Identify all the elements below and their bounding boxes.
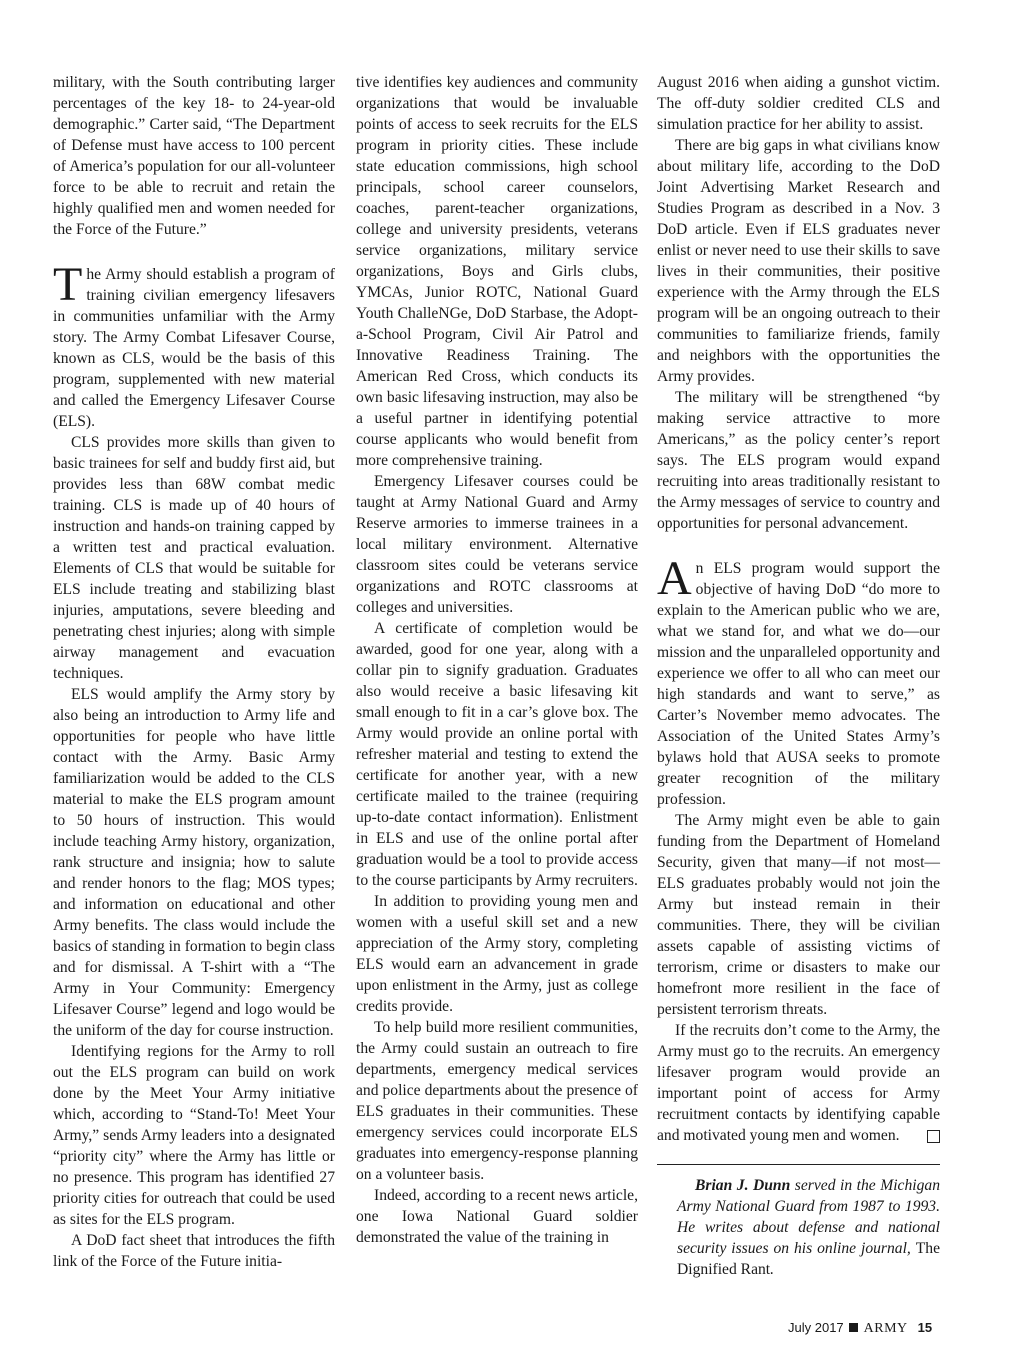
drop-cap: A [657, 552, 692, 605]
section-start-paragraph [657, 552, 940, 810]
bio-text: served in the Michigan Army National Guard from 1987 to 1993. He writes about defense and national security issues on his online journal, [677, 1177, 940, 1257]
paragraph: There are big gaps in what civilians know about military life, according to the DoD Joint Advertising Market Research and Studies Program as described in a Nov. 3 DoD article. Even if ELS graduates never enlist or never need to use their skills to save lives in their communities, their positive experience with the Army through the ELS program will be an ongoing outreach to their communities to familiarize friends, family and neighbors with the opportunities the Army provides. [657, 137, 940, 385]
author-name: Brian J. Dunn [695, 1177, 791, 1194]
article-column-1 [53, 72, 335, 1272]
page-footer [788, 1320, 932, 1337]
paragraph: In addition to providing young men and women with a useful skill set and a new appreciation of the Army story, completing ELS would earn an advancement in grade upon enlistment in the Army, just as college credits provide. [356, 893, 638, 1015]
bio-divider [657, 1164, 940, 1165]
paragraph: August 2016 when aiding a gunshot victim. The off-duty soldier credited CLS and simulation practice for her ability to assist. [657, 74, 940, 133]
paragraph-text: If the recruits don’t come to the Army, the Army must go to the recruits. An emergency lifesaver program would provide an important point of access for Army recruitment contacts by identifying capable and motivated young men and women. [657, 1022, 940, 1144]
journal-name: The Dignified Rant [677, 1240, 940, 1278]
paragraph [657, 1020, 940, 1146]
paragraph: Emergency Lifesaver courses could be taught at Army National Guard and Army Reserve armories to immerse trainees in a local military environment. Alternative classroom sites could be veterans service organizations and ROTC classrooms at colleges and universities. [356, 473, 638, 616]
page-number: 15 [917, 1320, 933, 1335]
bio-end: . [770, 1261, 775, 1278]
magazine-name: ARMY [863, 1321, 908, 1336]
paragraph: ELS would amplify the Army story by also being an introduction to Army life and opportunities for people who have little contact with the Army. Basic Army familiarization would be added to the CLS material to make the ELS program amount to 50 hours of instruction. This would include teaching Army history, organization, rank structure and insignia; how to salute and render honors to the flag; MOS types; and information on educational and other Army benefits. The class would include the basics of standing in formation to begin class and for dismissal. A T-shirt with a “The Army in Your Community: Emergency Lifesaver Course” legend and logo would be the uniform of the day for course instruction. [53, 686, 335, 1039]
paragraph: A DoD fact sheet that introduces the fifth link of the Force of the Future initia- [53, 1232, 335, 1270]
end-of-article-mark [927, 1130, 940, 1143]
paragraph: To help build more resilient communities, the Army could sustain an outreach to fire departments, emergency medical services and police departments about the presence of ELS graduates in their communities. These emergency services could incorporate ELS graduates into emergency-response planning on a volunteer basis. [356, 1019, 638, 1183]
paragraph: A certificate of completion would be awarded, good for one year, along with a collar pin to signify graduation. Graduates also would receive a basic lifesaving kit small enough to fit in a car’s glove box. The Army would provide an online portal with refresher material and testing to extend the certificate for another year, with a new certificate mailed to the trainee (requiring up-to-date contact information). Enlistment in ELS and use of the online portal after graduation would be a tool to provide access to the course participants by Army recruiters. [356, 620, 638, 889]
drop-cap: T [53, 258, 83, 311]
paragraph-text: he Army should establish a program of training civilian emergency lifesavers in communities unfamiliar with the Army story. The Army Combat Lifesaver Course, known as CLS, would be the basis of this program, supplemented with new material and called the Emergency Lifesaver Course (ELS). [53, 266, 335, 430]
paragraph: The Army might even be able to gain funding from the Department of Homeland Security, given that many—if not most—ELS graduates probably would not join the Army but instead remain in their communities. There, they will be civilian assets capable of assisting victims of terrorism, crime or disasters to make our homefront more resilient in the face of persistent terrorism threats. [657, 812, 940, 1018]
square-separator-icon [849, 1323, 858, 1332]
issue-date: July 2017 [788, 1320, 844, 1335]
paragraph: Indeed, according to a recent news article, one Iowa National Guard soldier demonstrated the value of the training in [356, 1187, 638, 1246]
paragraph: Identifying regions for the Army to roll out the ELS program can build on work done by the Meet Your Army initiative which, according to “Stand-To! Meet Your Army,” sends Army leaders into a designated “priority city” where the Army has little or no presence. This program has identified 27 priority cities for outreach that could be used as sites for the ELS program. [53, 1043, 335, 1228]
section-start-paragraph [53, 258, 335, 432]
paragraph: military, with the South contributing larger percentages of the key 18- to 24-year-old demographic.” Carter said, “The Department of Defense must have access to 100 percent of America’s population for our all-volunteer force to be able to recruit and retain the highly qualified men and women needed for the Force of the Future.” [53, 74, 335, 238]
paragraph: CLS provides more skills than given to basic trainees for self and buddy first aid, but provides less than 68W combat medic training. CLS is made up of 40 hours of instruction and hands-on training capped by a written test and practical evaluation. Elements of CLS that would be suitable for ELS include treating and stabilizing blast injuries, amputations, severe bleeding and penetrating chest injuries; along with simple airway management and evacuation techniques. [53, 434, 335, 682]
article-column-3 [657, 72, 940, 1280]
paragraph-text: n ELS program would support the objective of having DoD “do more to explain to the American public who we are, what we stand for, and what we do—our mission and the unparalleled opportunity and experience we offer to all who can meet our high standards and want to serve,” as Carter’s November memo advocates. The Association of the United States Army’s bylaws hold that AUSA seeks to promote greater recognition of the military profession. [657, 560, 940, 808]
paragraph: tive identifies key audiences and community organizations that would be invaluable points of access to seek recruits for the ELS program in priority cities. These include state education commissions, high school principals, school career counselors, coaches, parent-teacher organizations, college and university presidents, veterans service organizations, military service organizations, Boys and Girls clubs, YMCAs, Junior ROTC, National Guard Youth ChalleNGe, DoD Starbase, the Adopt-a-School Program, Civil Air Patrol and Innovative Readiness Training. The American Red Cross, which conducts its own basic lifesaving instruction, may also be a useful partner in identifying potential course applicants who would benefit from more comprehensive training. [356, 74, 638, 469]
paragraph: The military will be strengthened “by making service attractive to more Americans,” as the policy center’s report says. The ELS program would expand recruiting into areas traditionally resistant to the Army messages of service to country and opportunities for personal advancement. [657, 389, 940, 532]
article-column-2 [356, 72, 638, 1248]
author-bio [657, 1175, 940, 1280]
